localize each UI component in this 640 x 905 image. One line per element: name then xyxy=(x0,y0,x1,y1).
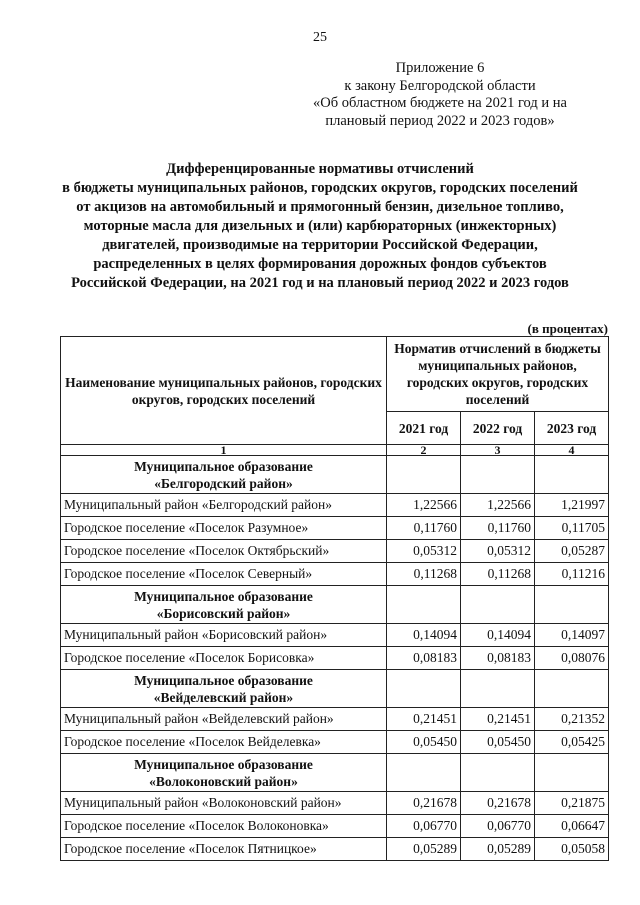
value-2022: 0,11760 xyxy=(461,517,535,540)
group-row xyxy=(61,670,609,708)
value-2022: 0,05289 xyxy=(461,838,535,861)
document-title xyxy=(40,160,600,293)
header-name: Наименование муниципальных районов, городских округов, городских поселений xyxy=(61,337,387,445)
empty-cell xyxy=(535,456,609,494)
column-number: 1 xyxy=(61,445,387,456)
value-2021: 0,08183 xyxy=(387,647,461,670)
group-name-line: Муниципальное образование xyxy=(134,756,313,772)
value-2021: 0,21451 xyxy=(387,708,461,731)
group-name-line: Муниципальное образование xyxy=(134,458,313,474)
municipality-name: Городское поселение «Поселок Октябрьский» xyxy=(61,540,387,563)
empty-cell xyxy=(461,670,535,708)
group-name xyxy=(61,456,387,494)
group-name-line: Муниципальное образование xyxy=(134,588,313,604)
municipality-name: Городское поселение «Поселок Разумное» xyxy=(61,517,387,540)
value-2023: 0,11216 xyxy=(535,563,609,586)
value-2023: 0,05425 xyxy=(535,731,609,754)
value-2022: 0,11268 xyxy=(461,563,535,586)
municipality-name: Городское поселение «Поселок Вейделевка» xyxy=(61,731,387,754)
value-2023: 0,05287 xyxy=(535,540,609,563)
title-line: моторные масла для дизельных и (или) карбюраторных (инжекторных) xyxy=(83,218,557,234)
table-row xyxy=(61,624,609,647)
value-2023: 0,21875 xyxy=(535,792,609,815)
group-name-line: «Белгородский район» xyxy=(154,475,293,491)
table-row xyxy=(61,815,609,838)
municipality-name: Городское поселение «Поселок Пятницкое» xyxy=(61,838,387,861)
group-name xyxy=(61,754,387,792)
title-line: от акцизов на автомобильный и прямогонный бензин, дизельное топливо, xyxy=(76,199,564,215)
column-number-row xyxy=(61,445,609,456)
value-2021: 0,11760 xyxy=(387,517,461,540)
group-name xyxy=(61,586,387,624)
empty-cell xyxy=(387,670,461,708)
group-name xyxy=(61,670,387,708)
group-name-line: «Волоконовский район» xyxy=(149,773,298,789)
municipality-name: Муниципальный район «Волоконовский район» xyxy=(61,792,387,815)
value-2021: 1,22566 xyxy=(387,494,461,517)
empty-cell xyxy=(387,754,461,792)
value-2021: 0,05450 xyxy=(387,731,461,754)
table-row xyxy=(61,647,609,670)
table-row xyxy=(61,517,609,540)
page-number: 25 xyxy=(313,30,327,45)
norms-table xyxy=(60,336,609,861)
table-row xyxy=(61,540,609,563)
municipality-name: Муниципальный район «Борисовский район» xyxy=(61,624,387,647)
value-2023: 0,05058 xyxy=(535,838,609,861)
table-row xyxy=(61,731,609,754)
title-line: Дифференцированные нормативы отчислений xyxy=(166,161,474,177)
table-row xyxy=(61,708,609,731)
value-2021: 0,11268 xyxy=(387,563,461,586)
empty-cell xyxy=(387,456,461,494)
group-name-line: «Вейделевский район» xyxy=(153,689,294,705)
title-line: Российской Федерации, на 2021 год и на плановый период 2022 и 2023 годов xyxy=(71,275,569,291)
value-2021: 0,14094 xyxy=(387,624,461,647)
value-2023: 0,08076 xyxy=(535,647,609,670)
municipality-name: Городское поселение «Поселок Северный» xyxy=(61,563,387,586)
municipality-name: Муниципальный район «Белгородский район» xyxy=(61,494,387,517)
value-2021: 0,21678 xyxy=(387,792,461,815)
value-2021: 0,06770 xyxy=(387,815,461,838)
value-2023: 0,06647 xyxy=(535,815,609,838)
value-2023: 0,11705 xyxy=(535,517,609,540)
title-line: распределенных в целях формирования дорожных фондов субъектов xyxy=(93,256,547,272)
appendix-line: Приложение 6 xyxy=(395,60,485,76)
table-row xyxy=(61,563,609,586)
municipality-name: Городское поселение «Поселок Борисовка» xyxy=(61,647,387,670)
value-2022: 0,06770 xyxy=(461,815,535,838)
column-number: 2 xyxy=(387,445,461,456)
value-2022: 0,08183 xyxy=(461,647,535,670)
value-2022: 0,14094 xyxy=(461,624,535,647)
value-2023: 0,14097 xyxy=(535,624,609,647)
empty-cell xyxy=(535,670,609,708)
group-name-line: Муниципальное образование xyxy=(134,672,313,688)
title-line: в бюджеты муниципальных районов, городских округов, городских поселений xyxy=(62,180,578,196)
appendix-line: «Об областном бюджете на 2021 год и на xyxy=(313,95,567,111)
table-row xyxy=(61,792,609,815)
empty-cell xyxy=(387,586,461,624)
column-number: 3 xyxy=(461,445,535,456)
title-line: двигателей, производимые на территории Российской Федерации, xyxy=(102,237,538,253)
table-row xyxy=(61,494,609,517)
value-2022: 0,05312 xyxy=(461,540,535,563)
header-year-2023: 2023 год xyxy=(535,412,609,445)
municipality-name: Муниципальный район «Вейделевский район» xyxy=(61,708,387,731)
empty-cell xyxy=(461,586,535,624)
empty-cell xyxy=(461,754,535,792)
group-row xyxy=(61,754,609,792)
appendix-line: плановый период 2022 и 2023 годов» xyxy=(325,112,555,129)
column-number: 4 xyxy=(535,445,609,456)
value-2022: 0,21678 xyxy=(461,792,535,815)
table-row xyxy=(61,838,609,861)
group-row xyxy=(61,586,609,624)
header-norm: Норматив отчислений в бюджеты муниципальных районов, городских округов, городских поселений xyxy=(387,337,609,412)
value-2023: 1,21997 xyxy=(535,494,609,517)
empty-cell xyxy=(535,586,609,624)
value-2022: 1,22566 xyxy=(461,494,535,517)
value-2023: 0,21352 xyxy=(535,708,609,731)
empty-cell xyxy=(535,754,609,792)
value-2021: 0,05289 xyxy=(387,838,461,861)
municipality-name: Городское поселение «Поселок Волоконовка» xyxy=(61,815,387,838)
value-2022: 0,05450 xyxy=(461,731,535,754)
group-row xyxy=(61,456,609,494)
group-name-line: «Борисовский район» xyxy=(156,605,291,621)
empty-cell xyxy=(461,456,535,494)
value-2022: 0,21451 xyxy=(461,708,535,731)
appendix-line: к закону Белгородской области xyxy=(344,77,536,94)
value-2021: 0,05312 xyxy=(387,540,461,563)
units-label: (в процентах) xyxy=(527,321,608,336)
header-year-2022: 2022 год xyxy=(461,412,535,445)
table-body xyxy=(61,445,609,861)
header-year-2021: 2021 год xyxy=(387,412,461,445)
appendix-header xyxy=(300,60,580,130)
